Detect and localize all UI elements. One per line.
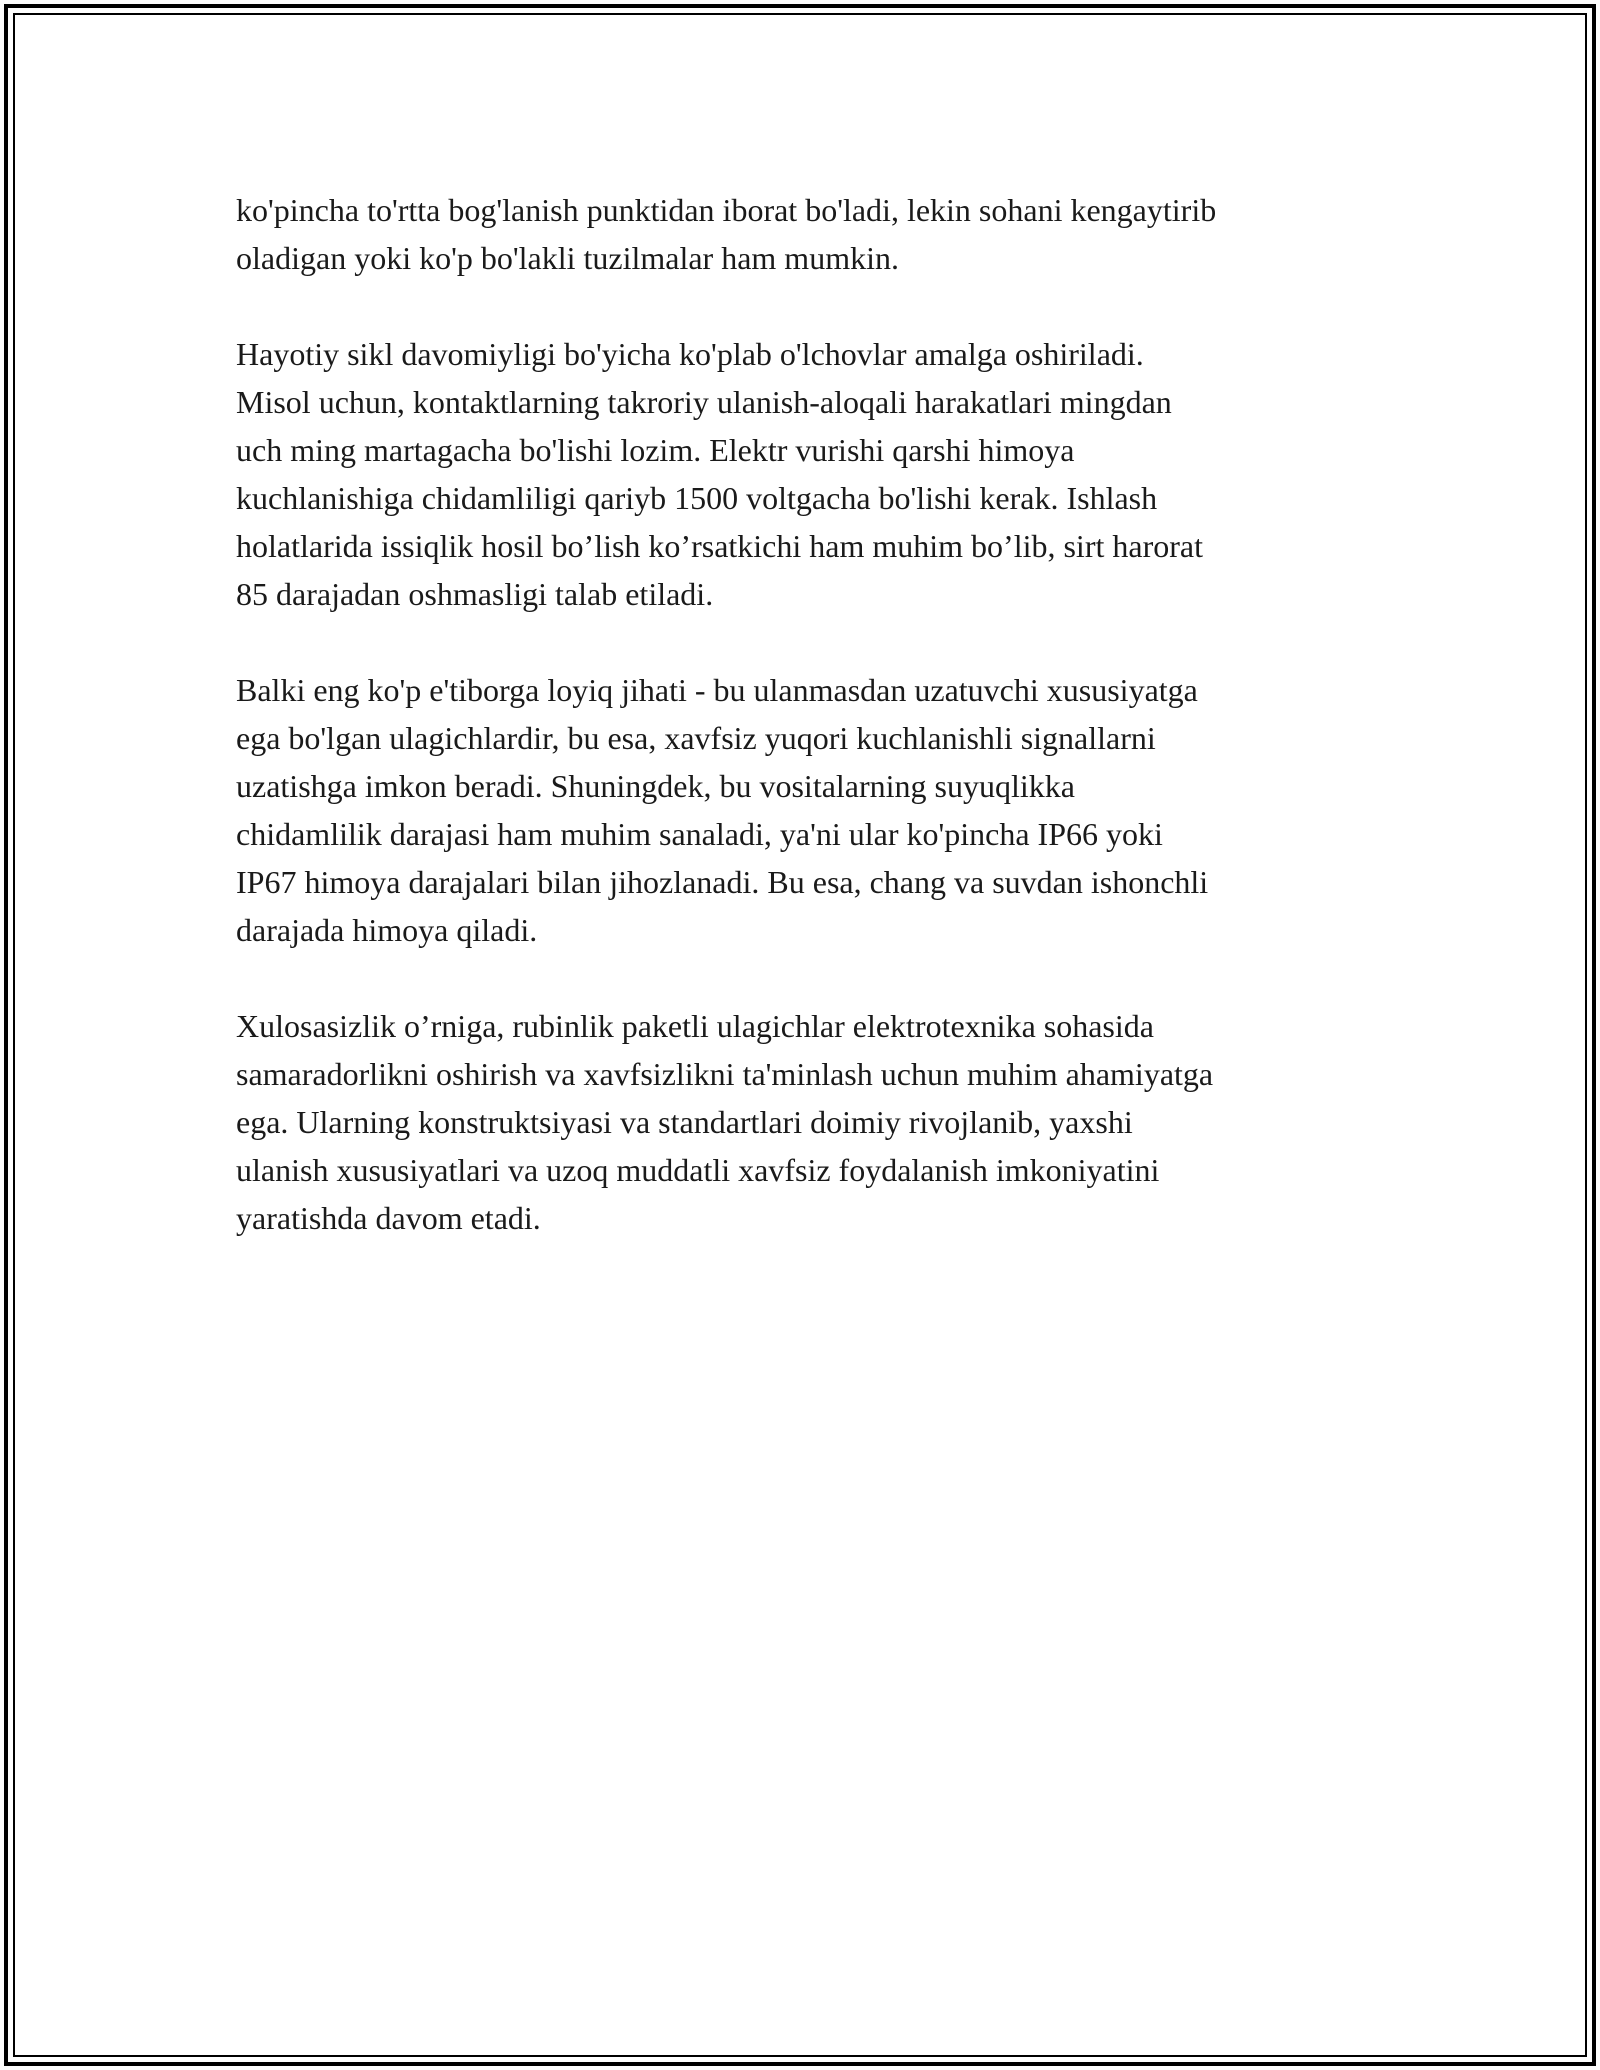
text-line: Misol uchun, kontaktlarning takroriy ulanish-aloqali harakatlari mingdan — [236, 384, 1172, 420]
text-line: holatlarida issiqlik hosil bo’lish ko’rsatkichi ham muhim bo’lib, sirt harorat — [236, 528, 1203, 564]
text-line: uch ming martagacha bo'lishi lozim. Elektr vurishi qarshi himoya — [236, 432, 1075, 468]
text-line: Balki eng ko'p e'tiborga loyiq jihati - bu ulanmasdan uzatuvchi xususiyatga — [236, 672, 1198, 708]
text-line: chidamlilik darajasi ham muhim sanaladi, ya'ni ular ko'pincha IP66 yoki — [236, 816, 1163, 852]
text-line: Xulosasizlik o’rniga, rubinlik paketli ulagichlar elektrotexnika sohasida — [236, 1008, 1154, 1044]
text-line: uzatishga imkon beradi. Shuningdek, bu vositalarning suyuqlikka — [236, 768, 1075, 804]
paragraph-4 — [236, 1002, 1371, 1242]
paragraph-3 — [236, 666, 1371, 954]
text-line: ulanish xususiyatlari va uzoq muddatli xavfsiz foydalanish imkoniyatini — [236, 1152, 1160, 1188]
text-line: ega. Ularning konstruktsiyasi va standartlari doimiy rivojlanib, yaxshi — [236, 1104, 1133, 1140]
text-line: Hayotiy sikl davomiyligi bo'yicha ko'plab o'lchovlar amalga oshiriladi. — [236, 336, 1144, 372]
text-line: darajada himoya qiladi. — [236, 912, 538, 948]
text-line: ko'pincha to'rtta bog'lanish punktidan iborat bo'ladi, lekin sohani kengaytirib — [236, 192, 1217, 228]
text-line: kuchlanishiga chidamliligi qariyb 1500 voltgacha bo'lishi kerak. Ishlash — [236, 480, 1158, 516]
text-line: IP67 himoya darajalari bilan jihozlanadi. Bu esa, chang va suvdan ishonchli — [236, 864, 1209, 900]
paragraph-2 — [236, 330, 1371, 618]
text-line: samaradorlikni oshirish va xavfsizlikni ta'minlash uchun muhim ahamiyatga — [236, 1056, 1214, 1092]
text-line: 85 darajadan oshmasligi talab etiladi. — [236, 576, 714, 612]
text-line: yaratishda davom etadi. — [236, 1200, 541, 1236]
document-body — [236, 186, 1371, 1290]
text-line: ega bo'lgan ulagichlardir, bu esa, xavfsiz yuqori kuchlanishli signallarni — [236, 720, 1156, 756]
text-line: oladigan yoki ko'p bo'lakli tuzilmalar ham mumkin. — [236, 240, 899, 276]
paragraph-1 — [236, 186, 1371, 282]
